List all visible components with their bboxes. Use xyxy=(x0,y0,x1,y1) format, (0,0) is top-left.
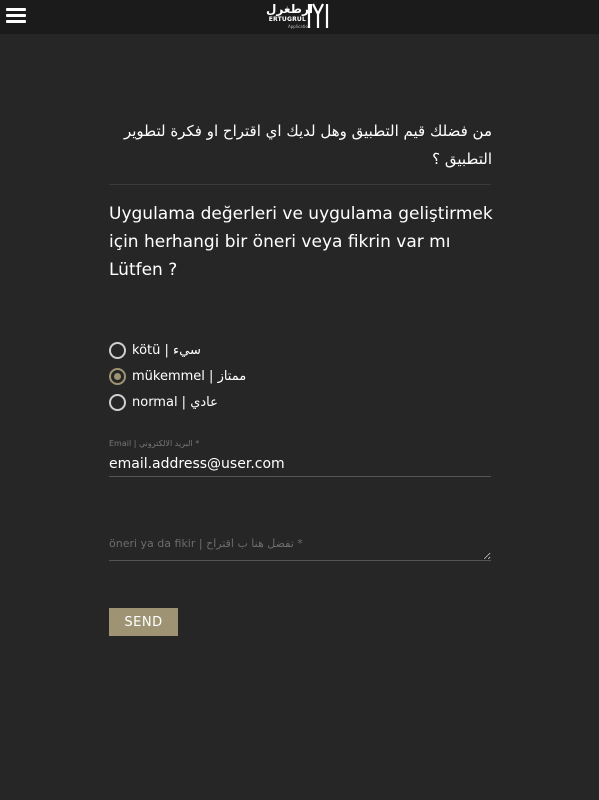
logo-emblem-icon xyxy=(307,2,329,30)
app-logo xyxy=(266,2,330,32)
rating-label-normal: normal | عادي xyxy=(132,394,218,410)
logo-sub-text: Application xyxy=(288,24,311,29)
rating-option-normal[interactable] xyxy=(109,389,409,415)
rating-option-bad[interactable] xyxy=(109,337,409,363)
hamburger-menu-icon[interactable] xyxy=(6,8,26,24)
logo-english-text: ERTUGRUL xyxy=(268,16,306,23)
suggestion-textarea[interactable] xyxy=(109,533,491,561)
rating-radio-group xyxy=(109,337,409,415)
send-button[interactable]: SEND xyxy=(109,608,178,636)
radio-button-excellent[interactable] xyxy=(109,368,126,385)
rating-option-excellent[interactable] xyxy=(109,363,409,389)
radio-button-bad[interactable] xyxy=(109,342,126,359)
email-field-label: Email | البريد الالكتروني * xyxy=(109,439,200,448)
divider xyxy=(109,184,491,185)
email-field[interactable] xyxy=(109,452,491,477)
radio-button-normal[interactable] xyxy=(109,394,126,411)
rating-label-excellent: mükemmel | ممتاز xyxy=(132,368,247,384)
top-bar xyxy=(0,0,599,34)
rating-label-bad: kötü | سيء xyxy=(132,342,201,358)
question-arabic: من فضلك قيم التطبيق وهل لديك اي اقتراح او فكرة لتطوير التطبيق ؟ xyxy=(123,122,492,168)
question-turkish: Uygulama değerleri ve uygulama geliştirmek için herhangi bir öneri veya fikrin var mı Lütfen ? xyxy=(109,204,493,280)
logo-arabic-text: ارطغرل xyxy=(266,2,313,16)
